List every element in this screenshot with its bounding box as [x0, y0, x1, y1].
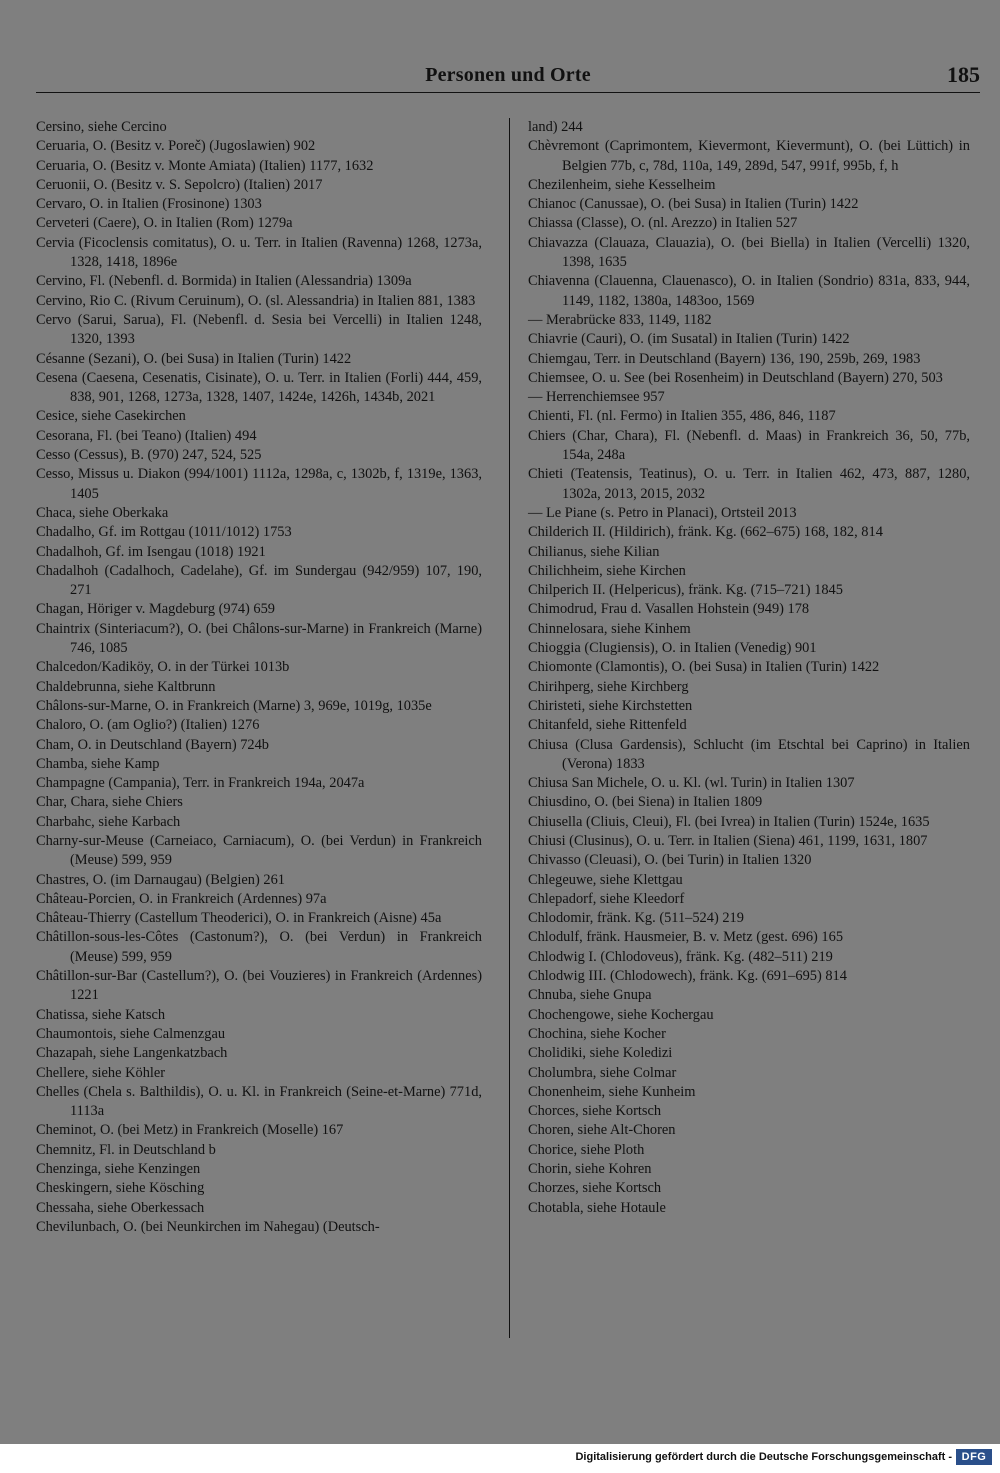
index-entry: Chazapah, siehe Langenkatzbach: [36, 1045, 228, 1062]
index-entry: Chilichheim, siehe Kirchen: [528, 562, 686, 579]
column-divider: [509, 118, 510, 1338]
index-entry: Châlons-sur-Marne, O. in Frankreich (Marne) 3, 969e, 1019g, 1035e: [36, 697, 432, 714]
index-entry: Chiusi (Clusinus), O. u. Terr. in Italien (Siena) 461, 1199, 1631, 1807: [528, 832, 928, 849]
index-entry: Cerveteri (Caere), O. in Italien (Rom) 1279a: [36, 215, 293, 232]
index-entry: Césanne (Sezani), O. (bei Susa) in Italien (Turin) 1422: [36, 350, 352, 367]
index-entry: Chiavazza (Clauaza, Clauazia), O. (bei Biella) in Italien (Vercelli) 1320, 1398, 1635: [528, 234, 970, 271]
index-entry: Chelles (Chela s. Balthildis), O. u. Kl. in Frankreich (Seine-et-Marne) 771d, 1113a: [36, 1083, 482, 1120]
index-entry: Chlodulf, fränk. Hausmeier, B. v. Metz (gest. 696) 165: [528, 929, 844, 946]
index-entry: Chezilenheim, siehe Kesselheim: [528, 176, 716, 193]
index-entry: Chiassa (Classe), O. (nl. Arezzo) in Italien 527: [528, 215, 798, 232]
page-title: Personen und Orte: [425, 64, 591, 86]
index-entry: Charny-sur-Meuse (Carneiaco, Carniacum), O. (bei Verdun) in Frankreich (Meuse) 599, 959: [36, 832, 482, 869]
index-entry: Chianoc (Canussae), O. (bei Susa) in Italien (Turin) 1422: [528, 196, 859, 213]
index-entry: Chlodwig I. (Chlodoveus), fränk. Kg. (482–511) 219: [528, 948, 833, 965]
index-entry: Chiomonte (Clamontis), O. (bei Susa) in Italien (Turin) 1422: [528, 659, 880, 676]
index-entry: Cheskingern, siehe Kösching: [36, 1180, 205, 1197]
index-entry: — Herrenchiemsee 957: [528, 389, 665, 406]
index-entry: Chèvremont (Caprimontem, Kievermont, Kievermunt), O. (bei Lüttich) in Belgien 77b, c, 78d, 110a, 149, 289d, 547, 991f, 995b, f, h: [528, 138, 970, 174]
footer-bar: [0, 1444, 1000, 1473]
index-entry: Cesso (Cessus), B. (970) 247, 524, 525: [36, 447, 262, 464]
index-entry: Cesso, Missus u. Diakon (994/1001) 1112a, 1298a, c, 1302b, f, 1319e, 1363, 1405: [36, 466, 482, 502]
index-entry: Chonenheim, siehe Kunheim: [528, 1083, 696, 1100]
index-entry: Chorces, siehe Kortsch: [528, 1103, 662, 1120]
index-entry: Chorin, siehe Kohren: [528, 1161, 652, 1178]
index-entry: Chaumontois, siehe Calmenzgau: [36, 1025, 226, 1042]
index-entry: Chilperich II. (Helpericus), fränk. Kg. (715–721) 1845: [528, 582, 843, 599]
index-entry: Chnuba, siehe Gnupa: [528, 987, 652, 1004]
index-entry: Cervia (Ficoclensis comitatus), O. u. Terr. in Italien (Ravenna) 1268, 1273a, 1328, 1418, 1896e: [36, 234, 482, 271]
index-entry: Chadalhoh, Gf. im Isengau (1018) 1921: [36, 543, 266, 560]
index-entry: Chivasso (Cleuasi), O. (bei Turin) in Italien 1320: [528, 852, 812, 869]
index-entry: Ceruonii, O. (Besitz v. S. Sepolcro) (Italien) 2017: [36, 176, 323, 193]
page-header: [36, 62, 980, 92]
index-entry: Chienti, Fl. (nl. Fermo) in Italien 355, 486, 846, 1187: [528, 408, 836, 425]
index-entry: Chiusella (Cliuis, Cleui), Fl. (bei Ivrea) in Italien (Turin) 1524e, 1635: [528, 813, 930, 830]
left-column: [36, 118, 482, 1237]
index-entry: Chochengowe, siehe Kochergau: [528, 1006, 714, 1023]
index-entry: Château-Porcien, O. in Frankreich (Ardennes) 97a: [36, 890, 327, 907]
index-entry: Cesorana, Fl. (bei Teano) (Italien) 494: [36, 427, 257, 444]
index-entry: Chadalho, Gf. im Rottgau (1011/1012) 1753: [36, 524, 292, 541]
index-entry: Chotabla, siehe Hotaule: [528, 1199, 666, 1216]
page-number: 185: [947, 62, 980, 87]
dfg-logo: DFG: [956, 1449, 992, 1465]
index-entry: Cholumbra, siehe Colmar: [528, 1064, 677, 1081]
index-entry: Chaca, siehe Oberkaka: [36, 504, 169, 521]
index-entry: Chiemgau, Terr. in Deutschland (Bayern) 136, 190, 259b, 269, 1983: [528, 350, 921, 367]
index-entry: Chlodomir, fränk. Kg. (511–524) 219: [528, 910, 744, 927]
index-entry: Chirihperg, siehe Kirchberg: [528, 678, 689, 695]
right-column: [528, 118, 970, 1218]
index-entry: Chaintrix (Sinteriacum?), O. (bei Châlons-sur-Marne) in Frankreich (Marne) 746, 1085: [36, 620, 482, 657]
index-entry: Chalcedon/Kadiköy, O. in der Türkei 1013b: [36, 659, 290, 676]
index-entry: Choren, siehe Alt-Choren: [528, 1122, 676, 1139]
index-entry: Chatissa, siehe Katsch: [36, 1006, 166, 1023]
index-entry: Chilianus, siehe Kilian: [528, 543, 660, 560]
index-entry: Cervino, Fl. (Nebenfl. d. Bormida) in Italien (Alessandria) 1309a: [36, 273, 412, 290]
index-entry: Cersino, siehe Cercino: [36, 119, 167, 135]
index-entry: Chemnitz, Fl. in Deutschland b: [36, 1141, 216, 1158]
index-entry: Chiavrie (Cauri), O. (im Susatal) in Italien (Turin) 1422: [528, 331, 850, 348]
index-entry: Chochina, siehe Kocher: [528, 1025, 666, 1042]
index-entry: Chellere, siehe Köhler: [36, 1064, 166, 1081]
index-entry: Chinnelosara, siehe Kinhem: [528, 620, 691, 637]
index-entry: Cesice, siehe Casekirchen: [36, 408, 186, 425]
index-entry: Cervino, Rio C. (Rivum Ceruinum), O. (sl. Alessandria) in Italien 881, 1383: [36, 292, 476, 309]
index-entry: Childerich II. (Hildirich), fränk. Kg. (662–675) 168, 182, 814: [528, 524, 883, 541]
index-entry: — Merabrücke 833, 1149, 1182: [528, 311, 712, 328]
index-entry: Ceruaria, O. (Besitz v. Monte Amiata) (Italien) 1177, 1632: [36, 157, 374, 174]
index-entry: Chaldebrunna, siehe Kaltbrunn: [36, 678, 216, 695]
index-entry: Chioggia (Clugiensis), O. in Italien (Venedig) 901: [528, 640, 817, 657]
index-entry: Cervaro, O. in Italien (Frosinone) 1303: [36, 196, 262, 213]
index-entry: — Le Piane (s. Petro in Planaci), Ortsteil 2013: [528, 504, 797, 521]
index-entry: Cervo (Sarui, Sarua), Fl. (Nebenfl. d. Sesia bei Vercelli) in Italien 1248, 1320, 1393: [36, 311, 482, 348]
index-entry: Cholidiki, siehe Koledizi: [528, 1045, 673, 1062]
index-entry: Charbahc, siehe Karbach: [36, 813, 181, 830]
index-entry: Chastres, O. (im Darnaugau) (Belgien) 261: [36, 871, 285, 888]
index-entry: Chevilunbach, O. (bei Neunkirchen im Nahegau) (Deutsch-: [36, 1218, 380, 1235]
index-entry: Cham, O. in Deutschland (Bayern) 724b: [36, 736, 269, 753]
index-entry: Chagan, Höriger v. Magdeburg (974) 659: [36, 601, 275, 618]
header-rule: [36, 92, 980, 93]
index-entry: Chadalhoh (Cadalhoch, Cadelahe), Gf. im Sundergau (942/959) 107, 190, 271: [36, 562, 482, 599]
index-entry: Char, Chara, siehe Chiers: [36, 794, 183, 811]
index-entry: Chaloro, O. (am Oglio?) (Italien) 1276: [36, 717, 260, 734]
index-entry: Chitanfeld, siehe Rittenfeld: [528, 717, 687, 734]
index-entry: Châtillon-sous-les-Côtes (Castonum?), O. (bei Verdun) in Frankreich (Meuse) 599, 959: [36, 929, 482, 965]
index-entry: Chessaha, siehe Oberkessach: [36, 1199, 205, 1216]
index-entry: Chorice, siehe Ploth: [528, 1141, 645, 1158]
funding-note: Digitalisierung gefördert durch die Deutsche Forschungsgemeinschaft -: [575, 1451, 952, 1463]
index-entry: Chiusdino, O. (bei Siena) in Italien 1809: [528, 794, 763, 811]
index-entry: Chiers (Char, Chara), Fl. (Nebenfl. d. Maas) in Frankreich 36, 50, 77b, 154a, 248a: [528, 427, 970, 464]
index-entry: Champagne (Campania), Terr. in Frankreich 194a, 2047a: [36, 775, 365, 792]
index-entry: Château-Thierry (Castellum Theoderici), O. in Frankreich (Aisne) 45a: [36, 910, 442, 927]
index-entry: Chiavenna (Clauenna, Clauenasco), O. in Italien (Sondrio) 831a, 833, 944, 1149, 1182, 1380a, 1483oo, 1569: [528, 273, 970, 309]
index-entry: Cheminot, O. (bei Metz) in Frankreich (Moselle) 167: [36, 1122, 344, 1139]
index-entry: Chlegeuwe, siehe Klettgau: [528, 871, 683, 888]
index-entry: Chieti (Teatensis, Teatinus), O. u. Terr. in Italien 462, 473, 887, 1280, 1302a, 2013, 2015, 2032: [528, 466, 970, 502]
index-entry: Ceruaria, O. (Besitz v. Poreč) (Jugoslawien) 902: [36, 138, 316, 155]
index-entry: land) 244: [528, 119, 583, 135]
index-entry: Chiemsee, O. u. See (bei Rosenheim) in Deutschland (Bayern) 270, 503: [528, 369, 943, 386]
index-entry: Cesena (Caesena, Cesenatis, Cisinate), O. u. Terr. in Italien (Forli) 444, 459, 838, 901, 1268, 1273a, 1328, 1407, 1424e, 1426h, 1434b, 2021: [36, 369, 482, 406]
index-entry: Chiusa San Michele, O. u. Kl. (wl. Turin) in Italien 1307: [528, 775, 855, 792]
index-entry: Chiusa (Clusa Gardensis), Schlucht (im Etschtal bei Caprino) in Italien (Verona) 1833: [528, 736, 970, 772]
index-entry: Chamba, siehe Kamp: [36, 755, 160, 772]
index-entry: Chenzinga, siehe Kenzingen: [36, 1161, 201, 1178]
index-entry: Chorzes, siehe Kortsch: [528, 1180, 662, 1197]
index-entry: Chlepadorf, siehe Kleedorf: [528, 890, 685, 907]
index-entry: Châtillon-sur-Bar (Castellum?), O. (bei Vouzieres) in Frankreich (Ardennes) 1221: [36, 968, 482, 1004]
index-entry: Chimodrud, Frau d. Vasallen Hohstein (949) 178: [528, 601, 810, 618]
index-entry: Chlodwig III. (Chlodowech), fränk. Kg. (691–695) 814: [528, 968, 847, 985]
index-entry: Chiristeti, siehe Kirchstetten: [528, 697, 693, 714]
